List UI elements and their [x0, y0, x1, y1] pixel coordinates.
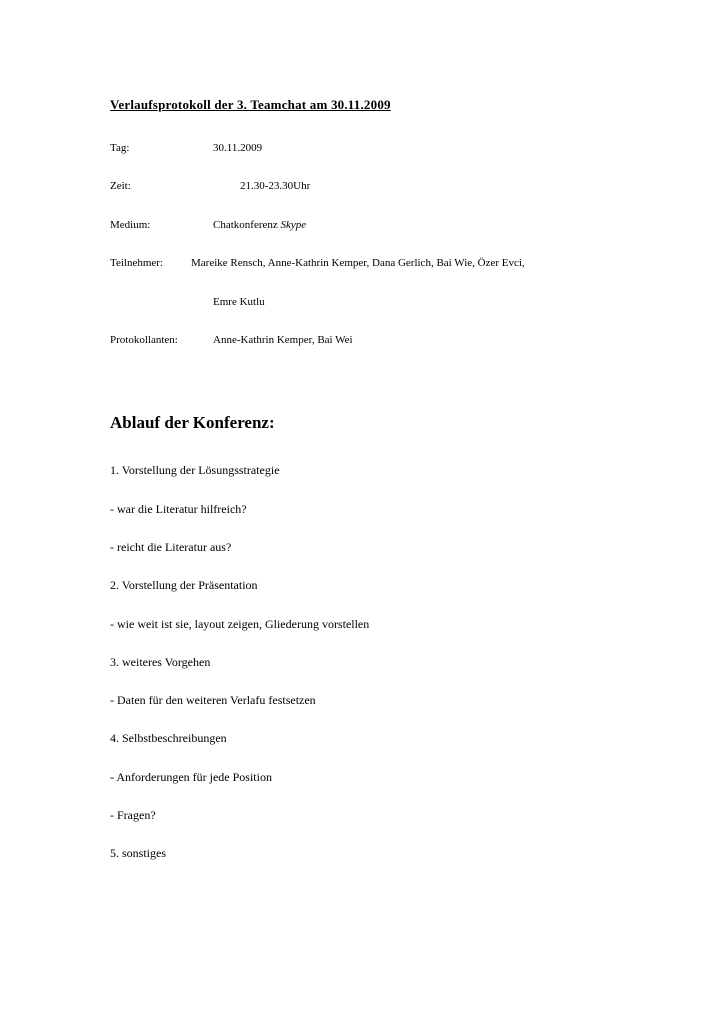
meta-label-zeit: Zeit: — [110, 180, 131, 192]
agenda-item: 5. sonstiges — [110, 846, 167, 860]
meta-value-teilnehmer: Mareike Rensch, Anne-Kathrin Kemper, Dana Gerlich, Bai Wie, Özer Evci, — [191, 257, 525, 269]
meta-label-protokollanten: Protokollanten: — [110, 334, 178, 346]
meta-value-zeit: 21.30-23.30Uhr — [240, 180, 311, 192]
agenda-item: - war die Literatur hilfreich? — [110, 502, 247, 516]
document-title: Verlaufsprotokoll der 3. Teamchat am 30.11.2009 — [110, 97, 391, 112]
agenda-item: - Daten für den weiteren Verlafu festsetzen — [110, 693, 316, 707]
agenda-item: 2. Vorstellung der Präsentation — [110, 578, 258, 592]
meta-label-tag: Tag: — [110, 142, 130, 154]
agenda-item: - reicht die Literatur aus? — [110, 540, 232, 554]
meta-value-teilnehmer-cont: Emre Kutlu — [213, 296, 265, 308]
agenda-item: 4. Selbstbeschreibungen — [110, 731, 227, 745]
meta-value-medium-text: Chatkonferenz — [213, 219, 281, 231]
meta-label-medium: Medium: — [110, 219, 151, 231]
agenda-item: - Anforderungen für jede Position — [110, 770, 272, 784]
meta-value-tag: 30.11.2009 — [213, 142, 263, 154]
meta-label-teilnehmer: Teilnehmer: — [110, 257, 163, 269]
meta-value-medium-italic: Skype — [280, 219, 307, 231]
agenda-item: 1. Vorstellung der Lösungsstrategie — [110, 463, 280, 477]
meta-value-protokollanten: Anne-Kathrin Kemper, Bai Wei — [213, 334, 353, 346]
meta-value-medium — [213, 218, 306, 232]
agenda-item: - wie weit ist sie, layout zeigen, Gliederung vorstellen — [110, 617, 370, 631]
agenda-heading: Ablauf der Konferenz: — [110, 413, 275, 432]
agenda-item: - Fragen? — [110, 808, 156, 822]
agenda-item: 3. weiteres Vorgehen — [110, 655, 211, 669]
